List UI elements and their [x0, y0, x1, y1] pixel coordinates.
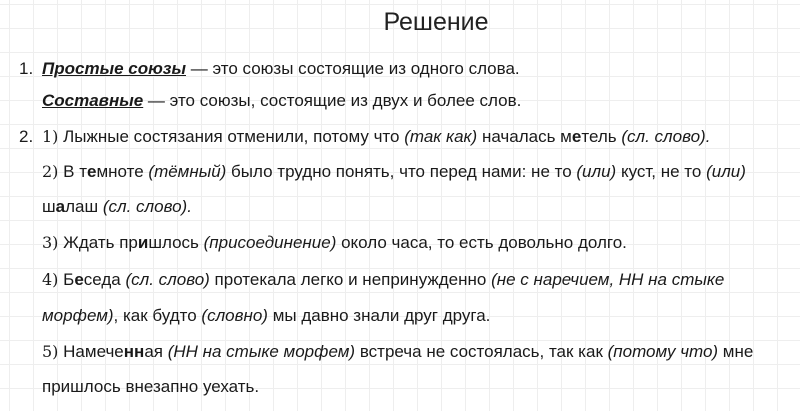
sentence-text: около часа, то есть довольно долго. [336, 233, 627, 252]
sentence-4-continued [42, 304, 490, 328]
highlighted-letter: и [137, 233, 149, 252]
item-number: 2. [19, 127, 34, 146]
sentence-2 [42, 160, 746, 184]
sentence-4 [42, 268, 724, 292]
highlighted-letter: е [87, 162, 97, 181]
annotation: (потому что) [607, 342, 719, 361]
annotation: (сл. слово) [125, 270, 210, 289]
highlighted-letter: нн [123, 342, 145, 361]
sentence-text: В т [58, 162, 87, 181]
sentence-text: лаш [65, 197, 103, 216]
sentence-text: мноте [96, 162, 149, 181]
sentence-5 [42, 340, 753, 364]
term-simple: Простые союзы [42, 59, 186, 78]
page-title: Решение [383, 8, 489, 36]
term-compound: Составные [42, 91, 144, 110]
sentence-number: 2) [42, 162, 59, 181]
sentence-text: Б [58, 270, 75, 289]
item-number: 1. [19, 59, 34, 78]
sentence-text: мне [718, 342, 754, 361]
sentence-text: седа [83, 270, 126, 289]
definition-compound-conjunctions [42, 89, 521, 113]
sentence-text: тель [581, 127, 622, 146]
sentence-text: , как будто [113, 306, 202, 325]
annotation: (присоединение) [203, 233, 337, 252]
sentence-text: было трудно понять, что перед нами: не то [226, 162, 577, 181]
sentence-text: ая [144, 342, 168, 361]
annotation: (не с наречием, НН на стыке [491, 270, 725, 289]
highlighted-letter: е [571, 127, 582, 146]
sentence-2-continued [42, 195, 192, 219]
highlighted-letter: а [55, 197, 66, 216]
sentence-number: 1) [42, 127, 59, 146]
annotation: (сл. слово). [621, 127, 711, 146]
annotation: (так как) [404, 127, 478, 146]
sentence-1 [42, 125, 710, 149]
annotation: (тёмный) [148, 162, 227, 181]
sentence-text: Ждать пр [58, 233, 138, 252]
sentence-number: 3) [42, 233, 59, 252]
definition-text: — это союзы, состоящие из двух и более слов. [143, 91, 522, 110]
sentence-text: пришлось внезапно уехать. [42, 377, 260, 396]
sentence-text: куст, не то [616, 162, 707, 181]
sentence-number: 5) [42, 342, 59, 361]
sentence-text: встреча не состоялась, так как [355, 342, 608, 361]
sentence-text: ш [42, 197, 56, 216]
annotation: (НН на стыке морфем) [167, 342, 356, 361]
sentence-number: 4) [42, 270, 59, 289]
sentence-text: мы давно знали друг друга. [267, 306, 491, 325]
annotation: (сл. слово). [102, 197, 192, 216]
sentence-text: протекала легко и непринужденно [209, 270, 492, 289]
definition-simple-conjunctions [42, 57, 520, 81]
annotation: (словно) [201, 306, 268, 325]
sentence-text: началась м [477, 127, 572, 146]
sentence-3 [42, 231, 627, 255]
highlighted-letter: е [74, 270, 84, 289]
definition-text: — это союзы состоящие из одного слова. [186, 59, 520, 78]
sentence-text: Лыжные состязания отменили, потому что [58, 127, 405, 146]
annotation: (или) [576, 162, 617, 181]
annotation: морфем) [42, 306, 114, 325]
sentence-text: Намече [58, 342, 124, 361]
annotation: (или) [706, 162, 746, 181]
sentence-text: шлось [148, 233, 204, 252]
sentence-5-continued [42, 375, 259, 399]
